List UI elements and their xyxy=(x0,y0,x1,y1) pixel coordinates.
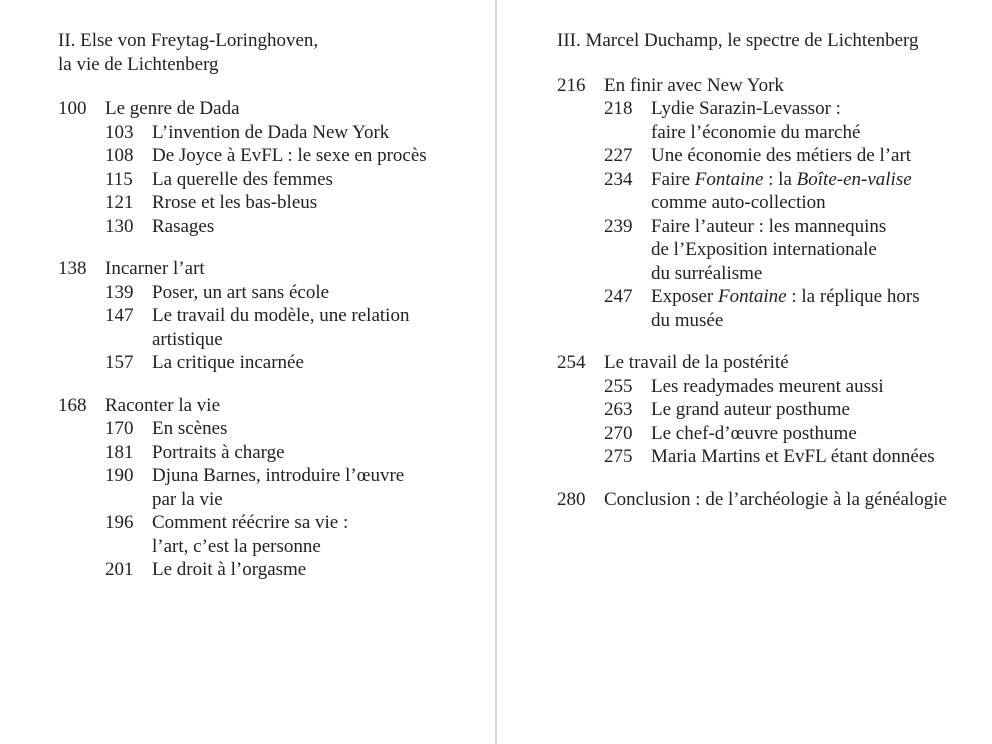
page-number: 130 xyxy=(105,215,134,237)
entry-title-line: Le travail du modèle, une relation xyxy=(152,305,410,326)
entry-title-line: Faire l’auteur : les mannequins xyxy=(651,215,887,237)
entry-title xyxy=(152,511,488,558)
entry-title-line: Le travail de la postérité xyxy=(604,352,789,373)
section-title-line: II. Else von Freytag-Loringhoven, xyxy=(58,30,319,51)
toc-entry xyxy=(58,464,488,511)
section-title-line: III. Marcel Duchamp, le spectre de Lichtenberg xyxy=(557,30,919,51)
page-number: 103 xyxy=(105,121,134,143)
toc-right xyxy=(557,74,987,512)
entry-title-line: Djuna Barnes, introduire l’œuvre xyxy=(152,465,405,486)
entry-title-line: Le chef-d’œuvre posthume xyxy=(651,422,857,444)
toc-left xyxy=(58,97,488,582)
italic-work-title: Boîte-en-valise xyxy=(796,168,912,190)
entry-title xyxy=(651,445,987,469)
page-number: 168 xyxy=(58,394,87,416)
section-header-right xyxy=(557,29,987,53)
italic-work-title: Fontaine xyxy=(718,286,787,307)
section-header-left xyxy=(58,29,488,76)
entry-title xyxy=(152,281,488,305)
entry-title-line: Poser, un art sans école xyxy=(152,281,330,303)
entry-title-line: Les readymades meurent aussi xyxy=(651,375,884,397)
entry-title-line: Conclusion : de l’archéologie à la généalogie xyxy=(604,488,947,510)
entry-title xyxy=(152,351,488,375)
entry-title-line: Exposer Fontaine : la réplique hors xyxy=(651,286,920,307)
toc-entry xyxy=(58,121,488,145)
entry-title-line: l’art, c’est la personne xyxy=(152,535,321,557)
page-number: 170 xyxy=(105,418,134,439)
toc-entry xyxy=(58,351,488,375)
toc-entry xyxy=(58,441,488,465)
toc-entry xyxy=(557,168,987,215)
toc-entry xyxy=(58,394,488,418)
entry-title xyxy=(651,215,987,286)
entry-title xyxy=(105,394,488,418)
entry-title xyxy=(604,488,987,512)
entry-title xyxy=(152,558,488,582)
entry-title-line: par la vie xyxy=(152,488,223,510)
page-number: 121 xyxy=(105,192,134,213)
page-number: 263 xyxy=(604,399,633,420)
entry-title-line: artistique xyxy=(152,328,223,350)
entry-title xyxy=(152,215,488,239)
page-number: 218 xyxy=(604,98,633,119)
toc-entry xyxy=(58,304,488,351)
toc-entry xyxy=(557,215,987,286)
entry-title-line: En scènes xyxy=(152,418,228,439)
toc-entry xyxy=(58,191,488,215)
page-number: 280 xyxy=(557,488,586,510)
entry-title-line: de l’Exposition internationale xyxy=(651,239,877,260)
page-number: 227 xyxy=(604,145,633,166)
entry-title xyxy=(604,74,987,98)
toc-entry xyxy=(557,488,987,512)
entry-title xyxy=(604,351,987,375)
page-number: 275 xyxy=(604,446,633,467)
page-number: 157 xyxy=(105,352,134,373)
entry-title-line: Maria Martins et EvFL étant données xyxy=(651,446,935,467)
toc-group xyxy=(58,257,488,375)
entry-title-line: En finir avec New York xyxy=(604,74,784,96)
entry-title-line: Le genre de Dada xyxy=(105,98,240,119)
entry-title-line: Lydie Sarazin-Levassor : xyxy=(651,98,841,119)
page-number: 255 xyxy=(604,375,633,397)
toc-entry xyxy=(58,417,488,441)
entry-title xyxy=(152,417,488,441)
entry-title xyxy=(152,121,488,145)
page-number: 147 xyxy=(105,305,134,326)
entry-title-line: Raconter la vie xyxy=(105,394,221,416)
page-number: 190 xyxy=(105,465,134,486)
entry-title-line: Incarner l’art xyxy=(105,258,205,279)
entry-title-line: du musée xyxy=(651,309,724,331)
section-title-line: la vie de Lichtenberg xyxy=(58,53,219,75)
page-number: 234 xyxy=(604,168,633,190)
page-number: 254 xyxy=(557,352,586,373)
entry-title xyxy=(152,304,488,351)
toc-entry xyxy=(58,168,488,192)
entry-title xyxy=(651,375,987,399)
page-number: 247 xyxy=(604,286,633,307)
entry-title xyxy=(651,285,987,332)
toc-entry xyxy=(58,558,488,582)
toc-group xyxy=(58,394,488,582)
toc-entry xyxy=(557,97,987,144)
italic-work-title: Fontaine xyxy=(694,168,764,190)
toc-entry xyxy=(557,375,987,399)
entry-title xyxy=(651,422,987,446)
entry-title-line: L’invention de Dada New York xyxy=(152,121,390,143)
page-number: 139 xyxy=(105,281,134,303)
entry-title-line: Une économie des métiers de l’art xyxy=(651,145,912,166)
entry-title-line: Faire Fontaine : la Boîte-en-valise xyxy=(651,168,912,190)
entry-title xyxy=(105,257,488,281)
toc-entry xyxy=(557,422,987,446)
entry-title-line: Le grand auteur posthume xyxy=(651,399,850,420)
page-number: 100 xyxy=(58,98,87,119)
entry-title xyxy=(651,144,987,168)
page-number: 108 xyxy=(105,145,134,166)
entry-title-line: Rasages xyxy=(152,215,215,237)
entry-title-line: faire l’économie du marché xyxy=(651,121,861,143)
toc-group xyxy=(58,97,488,238)
toc-entry xyxy=(557,398,987,422)
toc-group xyxy=(557,74,987,333)
page-number: 239 xyxy=(604,215,633,237)
entry-title-line: du surréalisme xyxy=(651,262,763,284)
page-number: 138 xyxy=(58,258,87,279)
entry-title xyxy=(105,97,488,121)
entry-title xyxy=(651,168,987,215)
entry-title-line: La querelle des femmes xyxy=(152,168,333,190)
toc-entry xyxy=(58,511,488,558)
toc-entry xyxy=(58,215,488,239)
entry-title xyxy=(651,398,987,422)
entry-title xyxy=(152,441,488,465)
page-number: 196 xyxy=(105,512,134,533)
entry-title-line: Le droit à l’orgasme xyxy=(152,559,307,580)
entry-title xyxy=(152,144,488,168)
toc-entry xyxy=(58,144,488,168)
page-number: 201 xyxy=(105,559,134,580)
page-number: 270 xyxy=(604,422,633,444)
entry-title-line: La critique incarnée xyxy=(152,352,304,373)
page-number: 216 xyxy=(557,74,586,96)
toc-entry xyxy=(58,257,488,281)
toc-entry xyxy=(557,445,987,469)
left-page xyxy=(58,29,488,582)
page-divider xyxy=(495,0,497,744)
toc-entry xyxy=(557,144,987,168)
toc-entry xyxy=(58,281,488,305)
entry-title xyxy=(152,168,488,192)
entry-title-line: comme auto-collection xyxy=(651,192,826,213)
toc-entry xyxy=(557,285,987,332)
entry-title-line: Rrose et les bas-bleus xyxy=(152,192,318,213)
entry-title-line: Comment réécrire sa vie : xyxy=(152,512,349,533)
toc-entry xyxy=(557,74,987,98)
toc-entry xyxy=(557,351,987,375)
toc-group xyxy=(557,488,987,512)
entry-title xyxy=(651,97,987,144)
toc-entry xyxy=(58,97,488,121)
toc-group xyxy=(557,351,987,469)
entry-title xyxy=(152,191,488,215)
right-page xyxy=(557,29,987,511)
page-number: 115 xyxy=(105,168,133,190)
entry-title-line: De Joyce à EvFL : le sexe en procès xyxy=(152,145,427,166)
entry-title-line: Portraits à charge xyxy=(152,441,285,463)
page-number: 181 xyxy=(105,441,134,463)
entry-title xyxy=(152,464,488,511)
